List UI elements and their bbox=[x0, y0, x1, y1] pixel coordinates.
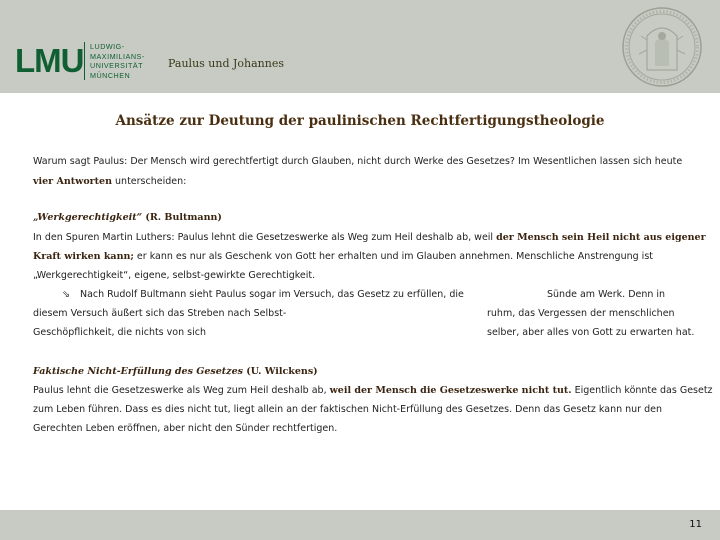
intro-bold: vier Antworten bbox=[33, 176, 113, 187]
section1-heading-author: (R. Bultmann) bbox=[142, 212, 222, 223]
section2-line-1-text: Paulus lehnt die Gesetzeswerke als Weg zum Heil deshalb ab, bbox=[33, 385, 330, 396]
page-number: 11 bbox=[689, 519, 702, 530]
logo-line-4: MÜNCHEN bbox=[90, 70, 131, 80]
slide-title: Ansätze zur Deutung der paulinischen Rechtfertigungstheologie bbox=[115, 113, 605, 129]
section2-heading-title: Faktische Nicht-Erfüllung des Gesetzes bbox=[33, 366, 243, 377]
intro-line-2 bbox=[33, 175, 186, 188]
section1-line-1-text: In den Spuren Martin Luthers: Paulus lehnt die Gesetzeswerke als Weg zum Heil deshalb ab, weil bbox=[33, 232, 497, 243]
section1-bullet-right: Sünde am Werk. Denn in bbox=[547, 289, 666, 300]
section1-line-1 bbox=[33, 231, 706, 244]
logo-mark: LMU bbox=[15, 42, 84, 79]
section1-line-3: „Werkgerechtigkeit“, eigene, selbst-gewirkte Gerechtigkeit. bbox=[33, 270, 316, 281]
intro-line-1: Warum sagt Paulus: Der Mensch wird gerechtfertigt durch Glauben, nicht durch Werke des Gesetzes? Im Wesentlichen lassen sich heute bbox=[33, 156, 683, 167]
header-title: Paulus und Johannes bbox=[168, 57, 284, 70]
bullet-left-text: Nach Rudolf Bultmann sieht Paulus sogar im Versuch, das Gesetz zu erfüllen, die bbox=[79, 289, 464, 300]
section1-bullet-left bbox=[62, 288, 464, 301]
lmu-logo bbox=[15, 40, 165, 82]
section1-line-5-left: diesem Versuch äußert sich das Streben nach Selbst- bbox=[33, 308, 287, 319]
section1-line-6-left: Geschöpflichkeit, die nichts von sich bbox=[33, 327, 206, 338]
section1-line-2-text: er kann es nur als Geschenk von Gott her erhalten und im Glauben annehmen. Menschliche Anstrengung ist bbox=[133, 251, 653, 262]
section2-line-3: Gerechten Leben eröffnen, aber nicht den Sünder rechtfertigen. bbox=[33, 423, 338, 434]
section1-line-6-right: selber, aber alles von Gott zu erwarten hat. bbox=[487, 327, 695, 338]
section2-line-1 bbox=[33, 384, 713, 397]
section1-line-2 bbox=[33, 250, 653, 263]
section1-line-5-right: ruhm, das Vergessen der menschlichen bbox=[487, 308, 675, 319]
arrow-pointer-icon: ⇘ bbox=[62, 289, 70, 300]
university-seal-icon bbox=[617, 6, 707, 88]
logo-line-1: LUDWIG- bbox=[90, 42, 125, 51]
section1-heading bbox=[33, 211, 222, 224]
section1-heading-title: „Werkgerechtigkeit“ bbox=[33, 212, 143, 223]
section1-line-1-bold: der Mensch sein Heil nicht aus eigener bbox=[496, 232, 706, 243]
section2-line-2: zum Leben führen. Dass es dies nicht tut, liegt allein an der faktischen Nicht-Erfüllung des Gesetzes. Denn das Gesetz kann nur den bbox=[33, 404, 662, 415]
logo-line-2: MAXIMILIANS- bbox=[90, 51, 145, 61]
header-band bbox=[0, 0, 720, 93]
section2-line-1-rest: Eigentlich könnte das Gesetz bbox=[571, 385, 713, 396]
logo-line-3: UNIVERSITÄT bbox=[90, 61, 144, 71]
intro-rest: unterscheiden: bbox=[112, 176, 187, 187]
section1-line-2-bold: Kraft wirken kann; bbox=[33, 251, 134, 262]
section2-heading-author: (U. Wilckens) bbox=[242, 366, 318, 377]
logo-divider bbox=[84, 42, 85, 80]
footer-band bbox=[0, 510, 720, 540]
section2-line-1-bold: weil der Mensch die Gesetzeswerke nicht tut. bbox=[329, 385, 572, 396]
logo-wordmark bbox=[90, 42, 145, 80]
section2-heading bbox=[33, 365, 318, 378]
